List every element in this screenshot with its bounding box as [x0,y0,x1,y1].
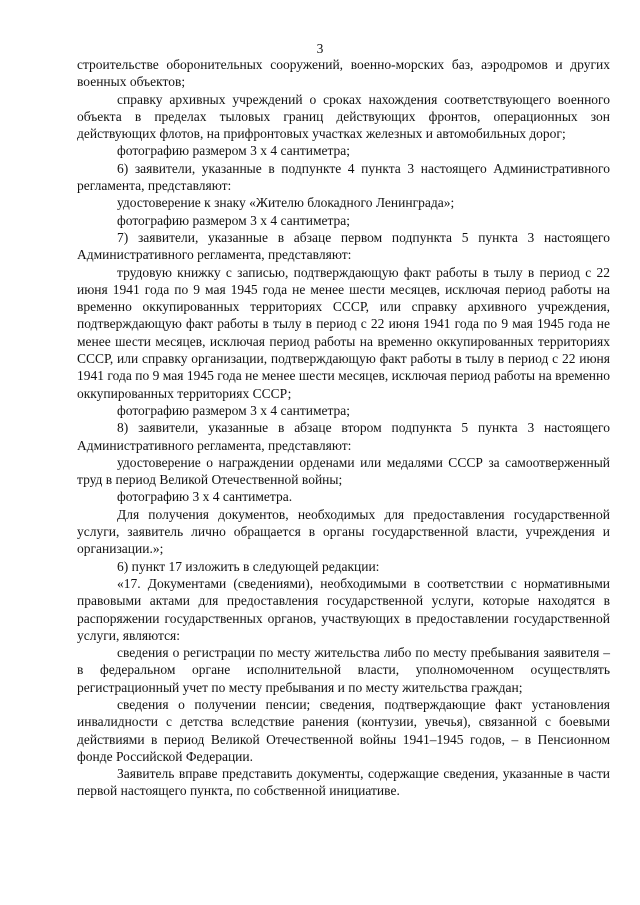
paragraph: строительстве оборонительных сооружений, военно-морских баз, аэродромов и других военных объектов; [77,57,610,90]
paragraph: 7) заявители, указанные в абзаце первом подпункта 5 пункта 3 настоящего Административного регламента, представляют: [77,229,610,263]
paragraph: трудовую книжку с записью, подтверждающую факт работы в тылу в период с 22 июня 1941 года по 9 мая 1945 года не менее шести месяцев, исключая период работы на временно оккупированных территориях СССР, или справку архивного учреждения, подтверждающую факт работы в тылу в период с 22 июня 1941 года по 9 мая 1945 года не менее шести месяцев, исключая период работы на временно оккупированных территориях СССР, или справку организации, подтверждающую факт работы в тылу в период с 22 июня 1941 года по 9 мая 1945 года не менее шести месяцев, исключая период работы на временно оккупированных территориях СССР; [77,264,610,401]
paragraph: «17. Документами (сведениями), необходимыми в соответствии с нормативными правовыми актами для предоставления государственной услуги, которые находятся в распоряжении государственных органов, участвующих в предоставлении государственной услуги, являются: [77,575,610,643]
paragraph: 8) заявители, указанные в абзаце втором подпункта 5 пункта 3 настоящего Административного регламента, представляют: [77,420,610,453]
paragraph: 6) пункт 17 изложить в следующей редакции: [117,558,380,574]
paragraph: сведения о получении пенсии; сведения, подтверждающие факт установления инвалидности с детства вследствие ранения (контузии, увечья), связанной с боевыми действиями в период Великой Отечественной войны 1941–1945 годов, – в Пенсионном фонде Российской Федерации. [77,696,610,764]
document-body [77,56,610,800]
paragraph: справку архивных учреждений о сроках нахождения соответствующего военного объекта в пределах тыловых границ действующих фронтов, операционных зон действующих флотов, на прифронтовых участках железных и автомобильных дорог; [77,91,610,142]
paragraph: фотографию 3 х 4 сантиметра. [117,489,293,505]
paragraph: Заявитель вправе представить документы, содержащие сведения, указанные в части первой настоящего пункта, по собственной инициативе. [77,766,610,799]
page-number: 3 [316,41,324,56]
paragraph: Для получения документов, необходимых для предоставления государственной услуги, заявитель лично обращается в органы государственной власти, учреждения и организации.»; [77,506,610,557]
paragraph: фотографию размером 3 х 4 сантиметра; [117,402,351,418]
paragraph: удостоверение о награждении орденами или медалями СССР за самоотверженный труд в период Великой Отечественной войны; [77,454,610,488]
paragraph: фотографию размером 3 х 4 сантиметра; [117,212,351,228]
paragraph: фотографию размером 3 х 4 сантиметра; [117,143,351,159]
paragraph: удостоверение к знаку «Жителю блокадного Ленинграда»; [117,195,455,211]
paragraph: 6) заявители, указанные в подпункте 4 пункта 3 настоящего Административного регламента, представляют: [77,160,610,194]
paragraph: сведения о регистрации по месту жительства либо по месту пребывания заявителя – в федеральном органе исполнительной власти, уполномоченном осуществлять регистрационный учет по месту пребывания и по месту жительства граждан; [77,645,610,695]
